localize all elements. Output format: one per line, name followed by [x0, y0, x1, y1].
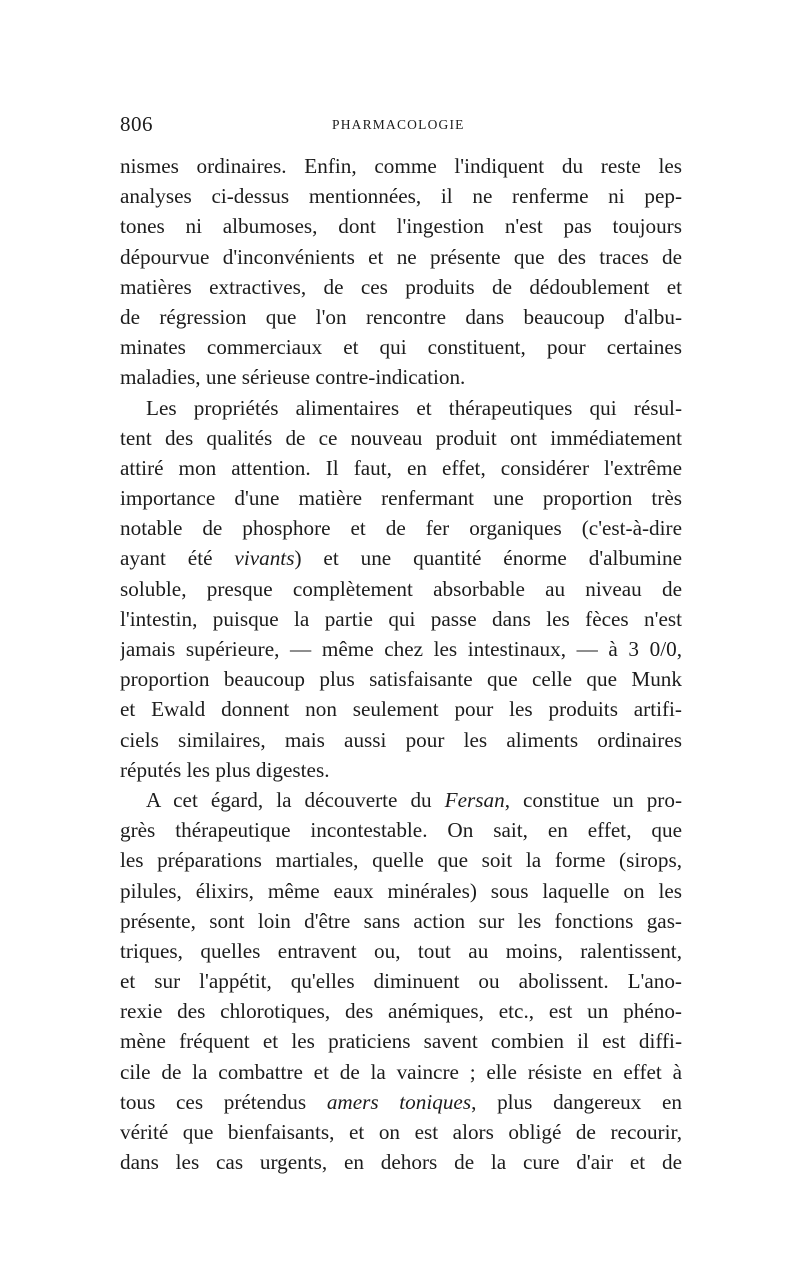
text-line: minates commerciaux et qui constituent, pour certaines: [120, 335, 682, 360]
text-line: et Ewald donnent non seulement pour les produits artifi-: [120, 697, 682, 722]
text-line: maladies, une sérieuse contre-indication.: [120, 365, 466, 390]
text-line: dans les cas urgents, en dehors de la cure d'air et de: [120, 1150, 682, 1175]
italic-text: Fersan: [444, 787, 505, 812]
text-line: présente, sont loin d'être sans action sur les fonctions gas-: [120, 908, 682, 933]
text-run: tous ces prétendus: [120, 1089, 327, 1114]
text-line: importance d'une matière renfermant une proportion très: [120, 486, 682, 511]
running-title: PHARMACOLOGIE: [332, 117, 465, 132]
text-line: mène fréquent et les praticiens savent combien il est diffi-: [120, 1029, 682, 1054]
text-run: A cet égard, la découverte du: [146, 787, 445, 812]
text-line: [120, 543, 682, 573]
body-text: [120, 151, 682, 1177]
text-line: analyses ci-dessus mentionnées, il ne renferme ni pep-: [120, 184, 682, 209]
text-run: , plus dangereux en: [471, 1089, 682, 1114]
running-head: [120, 112, 680, 142]
text-line: cile de la combattre et de la vaincre ; elle résiste en effet à: [120, 1059, 682, 1084]
text-line: tones ni albumoses, dont l'ingestion n'est pas toujours: [120, 214, 682, 239]
text-line: vérité que bienfaisants, et on est alors obligé de recourir,: [120, 1120, 682, 1144]
text-run: ) et une quantité énorme d'albumine: [294, 546, 682, 571]
text-line: ciels similaires, mais aussi pour les aliments ordinaires: [120, 727, 682, 752]
text-line: Les propriétés alimentaires et thérapeutiques qui résul-: [146, 395, 682, 420]
text-line: dépourvue d'inconvénients et ne présente que des traces de: [120, 244, 682, 269]
text-line: [120, 785, 682, 815]
text-line: triques, quelles entravent ou, tout au moins, ralentissent,: [120, 938, 682, 963]
text-run: , constitue un pro-: [504, 787, 682, 812]
text-line: grès thérapeutique incontestable. On sait, en effet, que: [120, 818, 682, 843]
text-run: ayant été: [120, 546, 235, 571]
text-line: réputés les plus digestes.: [120, 757, 330, 782]
text-line: soluble, presque complètement absorbable au niveau de: [120, 576, 682, 601]
italic-text: vivants: [234, 546, 295, 571]
paragraph: [120, 151, 682, 393]
text-line: matières extractives, de ces produits de dédoublement et: [120, 274, 682, 299]
text-line: attiré mon attention. Il faut, en effet, considérer l'extrême: [120, 455, 682, 480]
text-line: tent des qualités de ce nouveau produit ont immédiatement: [120, 425, 682, 450]
paragraph: [120, 393, 682, 785]
italic-text: amers toniques: [326, 1089, 472, 1114]
text-line: l'intestin, puisque la partie qui passe dans les fèces n'est: [120, 606, 682, 631]
text-line: et sur l'appétit, qu'elles diminuent ou abolissent. L'ano-: [120, 969, 682, 994]
text-line: de régression que l'on rencontre dans beaucoup d'albu-: [120, 304, 682, 329]
text-line: rexie des chlorotiques, des anémiques, etc., est un phéno-: [120, 999, 682, 1024]
text-line: pilules, élixirs, même eaux minérales) sous laquelle on les: [120, 878, 682, 903]
text-line: nismes ordinaires. Enfin, comme l'indiquent du reste les: [120, 154, 682, 178]
page-number: 806: [120, 112, 153, 136]
paragraph: [120, 785, 682, 1177]
text-line: [120, 1087, 682, 1117]
text-line: les préparations martiales, quelle que soit la forme (sirops,: [120, 848, 682, 873]
text-line: proportion beaucoup plus satisfaisante que celle que Munk: [120, 667, 682, 692]
text-line: jamais supérieure, — même chez les intestinaux, — à 3 0/0,: [120, 637, 682, 661]
text-line: notable de phosphore et de fer organiques (c'est-à-dire: [120, 516, 682, 541]
